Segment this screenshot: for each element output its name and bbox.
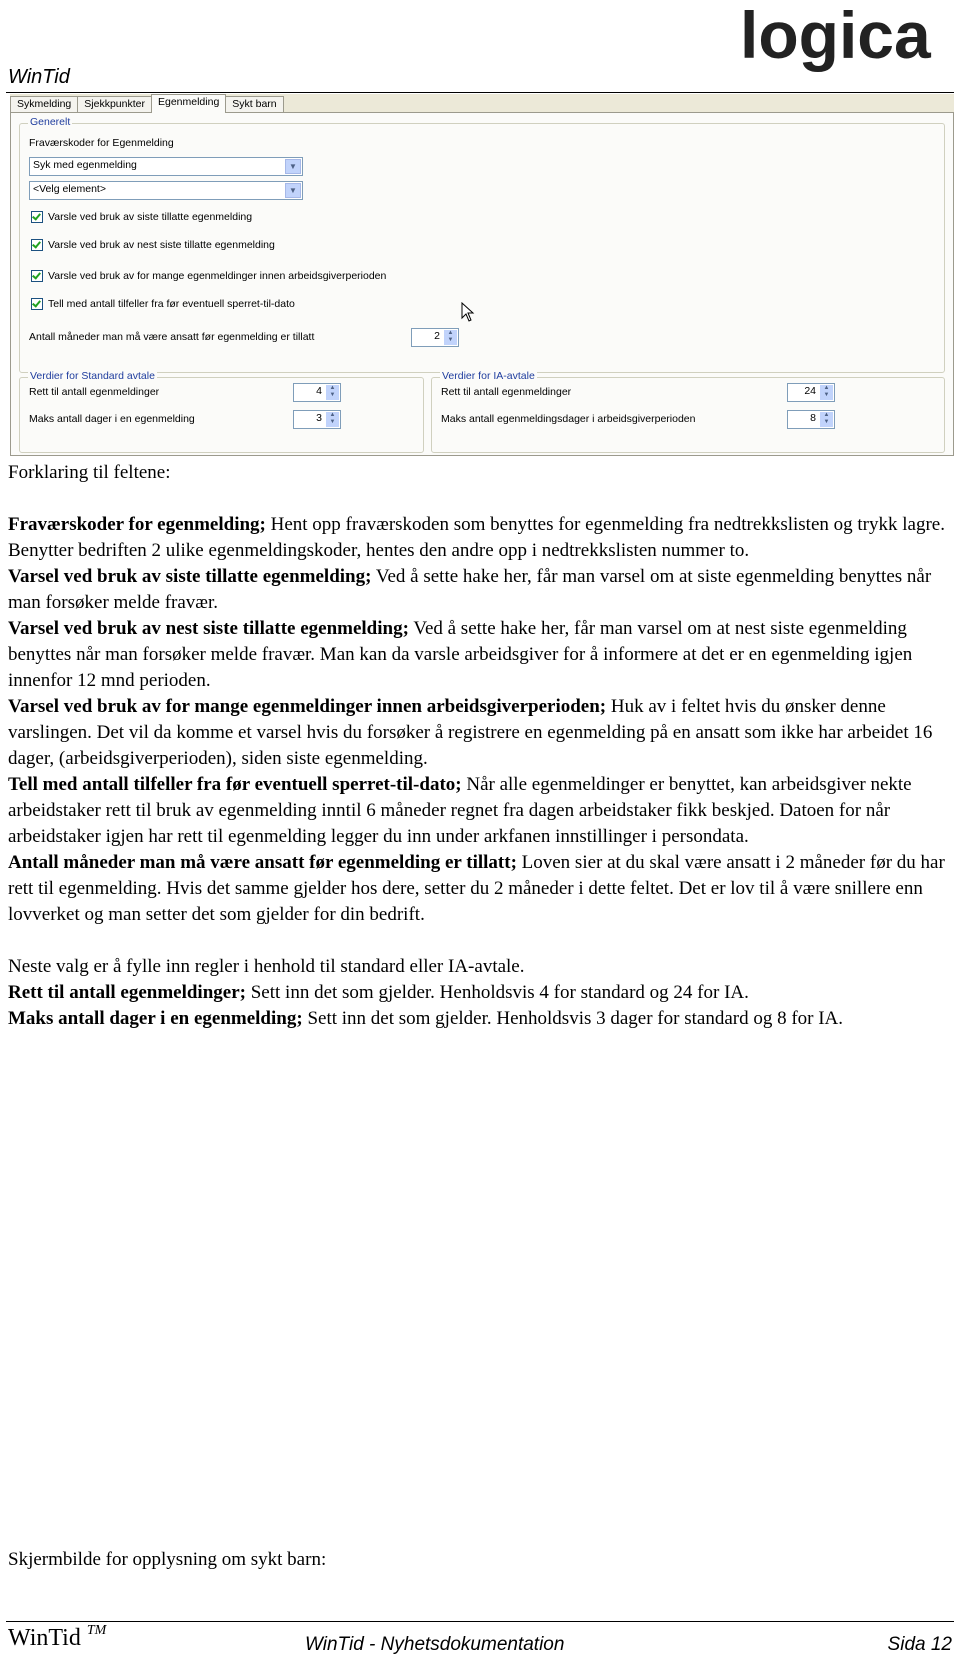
fravaer-label: Fraværskoder for Egenmelding xyxy=(29,137,174,149)
ia-maks-spinner[interactable] xyxy=(787,410,835,429)
intro: Forklaring til feltene: xyxy=(8,462,171,483)
spinner-arrows-icon[interactable]: ▲ ▼ xyxy=(326,412,339,427)
para-rett-til: Rett til antall egenmeldinger; Sett inn det som gjelder. Henholdsvis 4 for standard og 24 for IA. xyxy=(8,982,749,1003)
checkbox-icon[interactable] xyxy=(31,211,43,223)
check-siste-label: Varsle ved bruk av siste tillatte egenmelding xyxy=(48,211,253,223)
chevron-down-icon[interactable]: ▼ xyxy=(285,159,301,174)
check-for-mange[interactable] xyxy=(31,270,386,282)
mouse-cursor-icon xyxy=(461,302,475,322)
check-sperret[interactable] xyxy=(31,298,295,310)
tab-sjekkpunkter[interactable]: Sjekkpunkter xyxy=(77,96,152,113)
footer-page-number: Sida 12 xyxy=(887,1634,952,1655)
combo-1-value: Syk med egenmelding xyxy=(33,159,137,171)
tab-content xyxy=(10,112,954,456)
ia-rett-label: Rett til antall egenmeldinger xyxy=(441,386,572,398)
tab-egenmelding[interactable]: Egenmelding xyxy=(151,94,226,113)
fravaer-combo-2[interactable] xyxy=(29,181,303,200)
check-for-mange-label: Varsle ved bruk av for mange egenmeldinger innen arbeidsgiverperioden xyxy=(48,270,387,282)
ia-maks-label: Maks antall egenmeldingsdager i arbeidsgiverperioden xyxy=(441,413,696,425)
footer-rule xyxy=(6,1621,954,1622)
fravaer-combo-1[interactable] xyxy=(29,157,303,176)
months-value: 2 xyxy=(434,330,440,342)
para-fravaerskoder: Fraværskoder for egenmelding; Hent opp fraværskoden som benyttes for egenmelding fra nedtrekkslisten og trykk lagre. Benytter bedriften 2 ulike egenmeldingskoder, hentes den andre opp i nedtrekkslisten nummer to. xyxy=(8,514,945,561)
spinner-arrows-icon[interactable]: ▲ ▼ xyxy=(820,412,833,427)
footer-doc-title: WinTid - Nyhetsdokumentation xyxy=(305,1634,565,1655)
para-neste-valg: Neste valg er å fylle inn regler i henhold til standard eller IA-avtale. xyxy=(8,956,525,977)
std-rett-spinner[interactable] xyxy=(293,383,341,402)
trademark: TM xyxy=(86,1623,107,1638)
para-sperret: Tell med antall tilfeller fra før eventuell sperret-til-dato; Når alle egenmeldinger er benyttet, kan arbeidsgiver nekte arbeidstaker rett til bruk av egenmelding inntil 6 måneder regnet fra dagen arbeidstaker fikk beskjed. Datoen for når arbeidstaker igjen har rett til egenmelding legger du inn under arkfanen innstillinger i persondata. xyxy=(8,774,912,847)
check-nest-siste-label: Varsle ved bruk av nest siste tillatte egenmelding xyxy=(48,239,275,251)
explanation-text xyxy=(8,460,954,1032)
subheading-sykt-barn: Skjermbilde for opplysning om sykt barn: xyxy=(8,1549,327,1570)
para-maks-dager: Maks antall dager i en egenmelding; Sett inn det som gjelder. Henholdsvis 3 dager for standard og 8 for IA. xyxy=(8,1008,844,1029)
logica-logo xyxy=(740,0,955,90)
check-siste[interactable] xyxy=(31,211,252,223)
group-standard-label: Verdier for Standard avtale xyxy=(30,370,155,382)
svg-text:logica: logica xyxy=(740,0,931,72)
std-maks-value: 3 xyxy=(316,412,322,424)
std-rett-value: 4 xyxy=(316,385,322,397)
tab-strip xyxy=(10,94,283,112)
check-nest-siste[interactable] xyxy=(31,239,275,251)
header-rule xyxy=(6,92,954,93)
std-maks-label: Maks antall dager i en egenmelding xyxy=(29,413,195,425)
ia-maks-value: 8 xyxy=(810,412,816,424)
para-siste: Varsel ved bruk av siste tillatte egenmelding; Ved å sette hake her, får man varsel om at siste egenmelding benyttes når man forsøker melde fravær. xyxy=(8,566,932,613)
settings-panel xyxy=(10,94,954,456)
spinner-arrows-icon[interactable]: ▲ ▼ xyxy=(820,385,833,400)
combo-2-value: <Velg element> xyxy=(33,183,106,195)
spinner-arrows-icon[interactable]: ▲ ▼ xyxy=(326,385,339,400)
ia-rett-value: 24 xyxy=(804,385,816,397)
spinner-arrows-icon[interactable]: ▲ ▼ xyxy=(444,330,457,345)
header-title: WinTid xyxy=(8,66,70,88)
months-spinner[interactable] xyxy=(411,328,459,347)
checkbox-icon[interactable] xyxy=(31,270,43,282)
checkbox-icon[interactable] xyxy=(31,239,43,251)
std-rett-label: Rett til antall egenmeldinger xyxy=(29,386,160,398)
para-nest-siste: Varsel ved bruk av nest siste tillatte egenmelding; Ved å sette hake her, får man varsel om at nest siste egenmelding benyttes når man forsøker melde fravær. Man kan da varsle arbeidsgiver for å informere at det er en egenmelding igjen innenfor 12 mnd perioden. xyxy=(8,618,913,691)
para-for-mange: Varsel ved bruk av for mange egenmeldinger innen arbeidsgiverperioden; Huk av i feltet hvis du ønsker denne varslingen. Det vil da komme et varsel hvis du forsøker å registrere en egenmelding på en ansatt som ikke har arbeidet 16 dager, (arbeidsgiverperioden), siden siste egenmelding. xyxy=(8,696,933,769)
checkbox-icon[interactable] xyxy=(31,298,43,310)
tab-sykt-barn[interactable]: Sykt barn xyxy=(225,96,283,113)
group-ia-label: Verdier for IA-avtale xyxy=(442,370,535,382)
months-label: Antall måneder man må være ansatt før egenmelding er tillatt xyxy=(29,331,315,343)
footer-brand: WinTid ™ xyxy=(8,1623,107,1651)
group-generelt-label: Generelt xyxy=(30,116,71,128)
chevron-down-icon[interactable]: ▼ xyxy=(285,183,301,198)
check-sperret-label: Tell med antall tilfeller fra før eventuell sperret-til-dato xyxy=(48,298,295,310)
para-antall-maaneder: Antall måneder man må være ansatt før egenmelding er tillatt; Loven sier at du skal være ansatt i 2 måneder før du har rett til egenmelding. Hvis det samme gjelder hos dere, setter du 2 måneder i dette feltet. Det er lov til å være snillere enn lovverket og man setter det som gjelder for din bedrift. xyxy=(8,852,945,925)
std-maks-spinner[interactable] xyxy=(293,410,341,429)
ia-rett-spinner[interactable] xyxy=(787,383,835,402)
tab-sykmelding[interactable]: Sykmelding xyxy=(10,96,78,113)
